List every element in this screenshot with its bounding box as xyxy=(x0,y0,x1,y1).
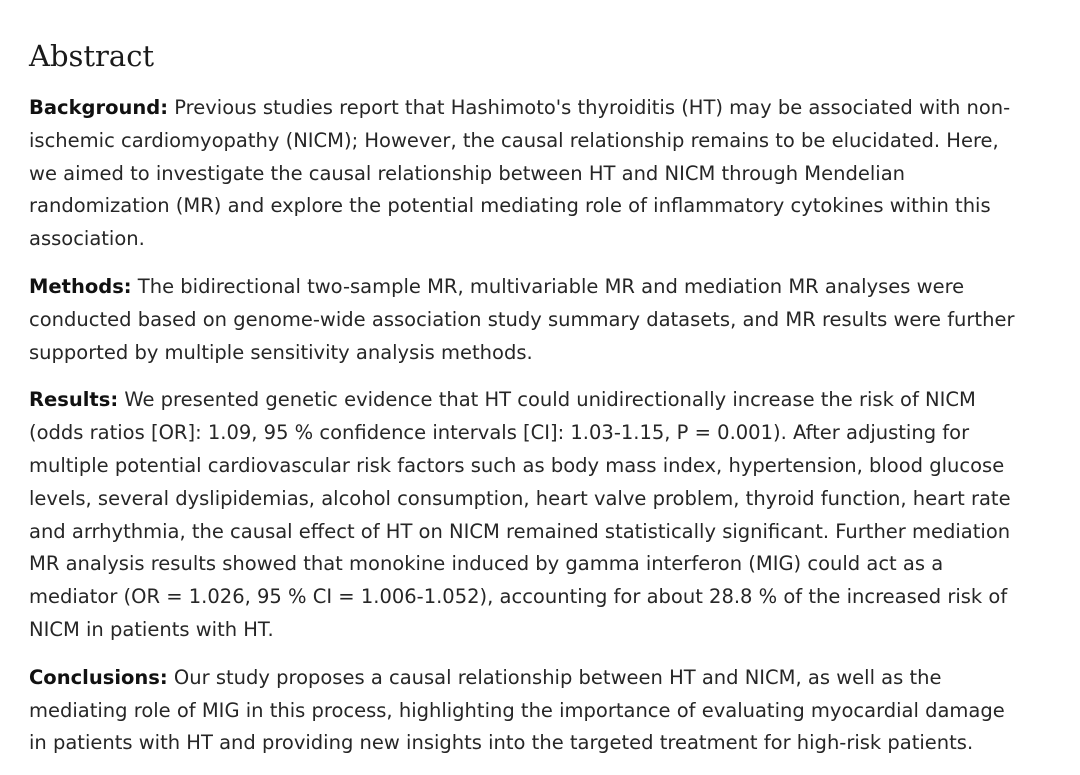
background-section xyxy=(29,92,1019,256)
conclusions-text: Our study proposes a causal relationship between HT and NICM, as well as the mediating role of MIG in this process, highlighting the importance of evaluating myocardial damage in patients with HT and providing new insights into the targeted treatment for high-risk patients. xyxy=(29,665,1005,755)
methods-text: The bidirectional two-sample MR, multivariable MR and mediation MR analyses were conducted based on genome-wide association study summary datasets, and MR results were further supported by multiple sensitivity analysis methods. xyxy=(29,274,1015,364)
background-text: Previous studies report that Hashimoto's thyroiditis (HT) may be associated with non-ischemic cardiomyopathy (NICM); However, the causal relationship remains to be elucidated. Here, we aimed to investigate the causal relationship between HT and NICM through Mendelian randomization (MR) and explore the potential mediating role of inflammatory cytokines within this association. xyxy=(29,96,1011,251)
conclusions-label: Conclusions: xyxy=(29,665,168,689)
methods-label: Methods: xyxy=(29,274,132,298)
conclusions-section xyxy=(29,662,1019,760)
results-label: Results: xyxy=(29,388,119,412)
results-section xyxy=(29,384,1019,646)
results-text: We presented genetic evidence that HT could unidirectionally increase the risk of NICM (odds ratios [OR]: 1.09, 95 % confidence intervals [CI]: 1.03-1.15, P = 0.001). After adjusting for multiple potential cardiovascular risk factors such as body mass index, hypertension, blood glucose levels, several dyslipidemias, alcohol consumption, heart valve problem, thyroid function, heart rate and arrhythmia, the causal effect of HT on NICM remained statistically significant. Further mediation MR analysis results showed that monokine induced by gamma interferon (MIG) could act as a mediator (OR = 1.026, 95 % CI = 1.006-1.052), accounting for about 28.8 % of the increased risk of NICM in patients with HT. xyxy=(29,388,1011,641)
methods-section xyxy=(29,271,1019,369)
background-label: Background: xyxy=(29,96,169,119)
abstract-heading: Abstract xyxy=(29,39,155,73)
abstract-container xyxy=(29,36,1019,775)
